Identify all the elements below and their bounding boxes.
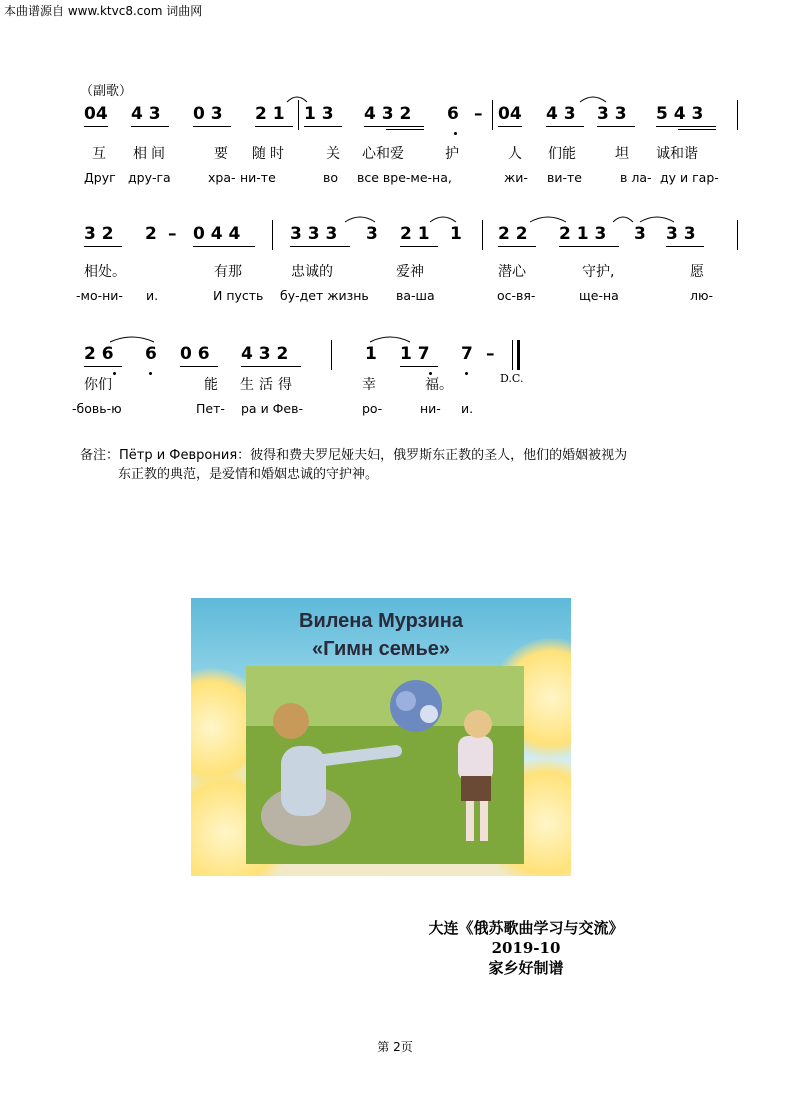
poster-title-artist: Вилена Мурзина <box>299 610 463 632</box>
credit-org: 大连《俄苏歌曲学习与交流》 <box>428 919 624 937</box>
note-group: 04 <box>498 104 522 124</box>
lyric-zh: 随时 <box>252 146 288 162</box>
note-group: 2 <box>145 224 157 244</box>
lyric-zh: 有那 <box>214 264 242 280</box>
lyric-ru: ос-вя- <box>497 288 536 303</box>
family-photo-illustration <box>246 666 524 864</box>
lyric-zh: 幸 <box>362 377 376 393</box>
lyric-ru: жи- <box>504 170 528 185</box>
note-group: 6 <box>145 344 157 364</box>
lyric-ru: -бовь-ю <box>72 401 122 416</box>
remark-line-2: 东正教的典范，是爱情和婚姻忠诚的守护神。 <box>118 467 379 482</box>
note-group: – <box>486 344 495 364</box>
note-group: 5 4 3 <box>656 104 704 124</box>
family-photo <box>246 666 524 864</box>
note-group: 0 4 4 <box>193 224 241 244</box>
note-group: 2 1 <box>400 224 430 244</box>
note-group: 04 <box>84 104 108 124</box>
lyric-zh: 护 <box>445 146 459 162</box>
note-group: 0 3 <box>193 104 223 124</box>
lyric-ru: во <box>323 170 339 185</box>
remark-note <box>80 446 740 484</box>
lyric-ru: ра и Фев- <box>241 401 303 416</box>
lyric-zh: 要 <box>214 146 228 162</box>
album-poster <box>191 598 571 876</box>
slurs <box>0 216 790 256</box>
lyric-zh: 生活得 <box>240 377 297 393</box>
note-group: 7 <box>461 344 473 364</box>
lyric-zh: 你们 <box>84 377 112 393</box>
note-group: 3 3 <box>666 224 696 244</box>
lyric-zh: 能 <box>204 377 218 393</box>
score-line-2 <box>0 216 790 356</box>
note-group: – <box>474 104 483 124</box>
lyric-zh: 互 <box>92 146 106 162</box>
note-group: 3 2 <box>84 224 114 244</box>
arranger-credit <box>376 918 676 978</box>
page-number: 第 2页 <box>377 1040 413 1054</box>
lyric-ru: и. <box>146 288 159 303</box>
lyric-ru: ро- <box>362 401 383 416</box>
lyric-zh: 关 <box>326 146 340 162</box>
lyric-ru: лю- <box>690 288 714 303</box>
note-group: 2 2 <box>498 224 528 244</box>
lyric-ru: Друг <box>84 170 116 185</box>
lyric-ru: в ла- <box>620 170 652 185</box>
dc-marking: D.C. <box>500 372 524 385</box>
lyric-ru: бу-дет жизнь <box>280 288 369 303</box>
lyric-ru: Пет- <box>196 401 225 416</box>
lyric-zh: 坦 <box>615 146 629 162</box>
credit-date: 2019-10 <box>491 939 561 957</box>
credit-author: 家乡好制谱 <box>488 959 564 977</box>
note-group: 1 <box>365 344 377 364</box>
note-group: 4 3 <box>546 104 576 124</box>
score-line-1 <box>0 96 790 236</box>
site-header: 本曲谱源自 www.ktvc8.com 词曲网 <box>4 4 203 18</box>
note-group: 1 7 <box>400 344 430 364</box>
note-group: – <box>168 224 177 244</box>
lyric-zh: 相间 <box>133 146 169 162</box>
lyric-zh: 相处。 <box>84 264 126 280</box>
note-group: 1 <box>450 224 462 244</box>
lyric-ru: -мо-ни- <box>76 288 123 303</box>
note-group: 2 1 <box>255 104 285 124</box>
lyric-zh: 潜心 <box>498 264 526 280</box>
lyric-ru: ни-те <box>240 170 276 185</box>
lyric-ru: дру-га <box>128 170 171 185</box>
lyric-zh: 守护, <box>582 264 615 280</box>
lyric-zh: 爱神 <box>396 264 424 280</box>
note-group: 2 1 3 <box>559 224 607 244</box>
note-group: 6 <box>447 104 459 124</box>
note-group: 3 3 3 <box>290 224 338 244</box>
lyric-ru: ще-на <box>579 288 619 303</box>
lyric-zh: 心和爱 <box>362 146 404 162</box>
note-group: 3 <box>634 224 646 244</box>
lyric-ru: и. <box>461 401 474 416</box>
lyric-ru: И пусть <box>213 288 264 303</box>
note-group: 4 3 2 <box>364 104 412 124</box>
lyric-ru: ви-те <box>547 170 582 185</box>
remark-line-1: 备注：Пётр и Феврония：彼得和费夫罗尼娅夫妇，俄罗斯东正教的圣人，他们的婚姻被视为 <box>80 448 628 463</box>
note-group: 1 3 <box>304 104 334 124</box>
note-group: 3 <box>366 224 378 244</box>
lyric-zh: 们能 <box>548 146 576 162</box>
lyric-ru: все вре-ме-на, <box>357 170 452 185</box>
lyric-zh: 人 <box>508 146 522 162</box>
section-label-chorus: （副歌） <box>80 84 133 99</box>
note-group: 4 3 2 <box>241 344 289 364</box>
slurs <box>0 96 790 136</box>
poster-title-song: «Гимн семье» <box>311 638 450 660</box>
lyric-ru: ни- <box>420 401 441 416</box>
lyric-ru: ва-ша <box>396 288 435 303</box>
lyric-ru: хра- <box>208 170 236 185</box>
lyric-zh: 愿 <box>690 264 704 280</box>
note-group: 3 3 <box>597 104 627 124</box>
lyric-ru: ду и гар- <box>660 170 719 185</box>
note-group: 4 3 <box>131 104 161 124</box>
slurs <box>0 336 790 376</box>
lyric-zh: 诚和谐 <box>656 146 698 162</box>
lyric-zh: 福。 <box>425 377 453 393</box>
lyric-zh: 忠诚的 <box>291 264 333 280</box>
note-group: 2 6 <box>84 344 114 364</box>
note-group: 0 6 <box>180 344 210 364</box>
